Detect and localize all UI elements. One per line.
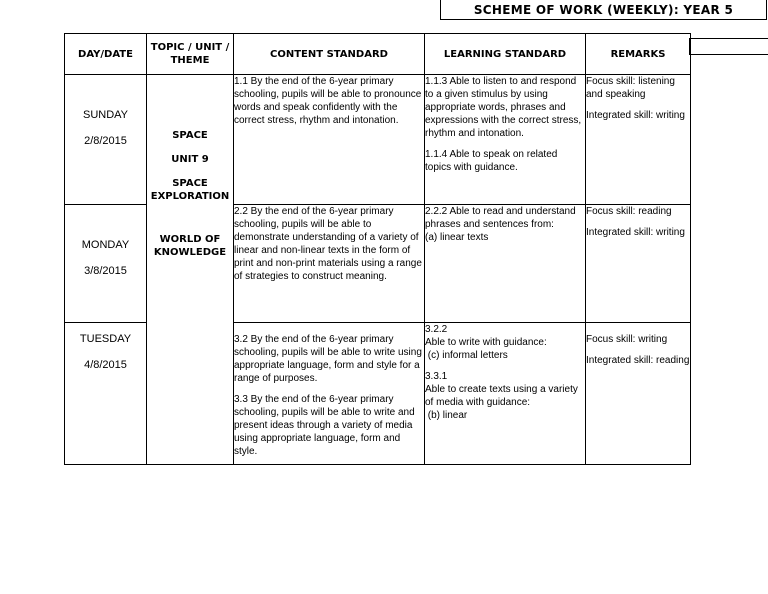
topic-unit: UNIT 9 — [171, 154, 209, 165]
topic-theme-space: SPACE — [172, 130, 208, 141]
day-date-cell — [65, 205, 147, 323]
col-header-topic: TOPIC / UNIT / THEME — [147, 34, 234, 75]
header-side-box — [689, 38, 768, 55]
topic-title: SPACE EXPLORATION — [150, 178, 230, 202]
learning-paragraph: 3.2.2 — [425, 324, 448, 335]
day-name: MONDAY — [81, 239, 130, 251]
content-paragraph: 3.2 By the end of the 6-year primary schooling, pupils will be able to write using appropriate language, form and style for a range of purposes. — [234, 334, 422, 384]
scheme-of-work-table — [64, 33, 691, 465]
col-header-learning-standard: LEARNING STANDARD — [425, 34, 586, 75]
content-standard-cell — [234, 323, 425, 465]
table-header-row — [65, 34, 691, 75]
col-header-remarks: REMARKS — [586, 34, 691, 75]
remarks-integrated-skill: Integrated skill: reading — [586, 355, 690, 366]
remarks-integrated-skill: Integrated skill: writing — [586, 227, 685, 238]
document-title: SCHEME OF WORK (WEEKLY): YEAR 5 — [440, 0, 767, 20]
learning-paragraph: Able to create texts using a variety of media with guidance: — [425, 384, 578, 408]
learning-paragraph: 3.3.1 — [425, 371, 448, 382]
day-date: 4/8/2015 — [84, 359, 127, 371]
day-date-cell — [65, 75, 147, 205]
content-paragraph: 1.1 By the end of the 6-year primary schooling, pupils will be able to pronounce words and speak confidently with the correct stress, rhythm and intonation. — [234, 76, 422, 126]
day-name: TUESDAY — [79, 333, 132, 345]
remarks-cell — [586, 205, 691, 323]
learning-paragraph: 2.2.2 Able to read and understand phrases and sentences from: — [425, 206, 576, 230]
learning-paragraph: Able to write with guidance: — [425, 337, 547, 348]
learning-standard-cell — [425, 205, 586, 323]
remarks-focus-skill: Focus skill: reading — [586, 206, 672, 217]
learning-paragraph: 1.1.4 Able to speak on related topics with guidance. — [425, 149, 558, 173]
content-paragraph: 3.3 By the end of the 6-year primary schooling, pupils will be able to write and present ideas through a variety of media using appropriate language, form and style. — [234, 394, 415, 457]
day-date-cell — [65, 323, 147, 465]
day-date: 3/8/2015 — [84, 265, 127, 277]
remarks-cell — [586, 75, 691, 205]
topic-cell — [147, 75, 234, 465]
learning-paragraph: (b) linear — [425, 410, 468, 421]
learning-paragraph: (c) informal letters — [425, 350, 508, 361]
remarks-integrated-skill: Integrated skill: writing — [586, 110, 685, 121]
learning-standard-cell — [425, 75, 586, 205]
remarks-cell — [586, 323, 691, 465]
day-date: 2/8/2015 — [84, 135, 127, 147]
remarks-focus-skill: Focus skill: listening and speaking — [586, 76, 675, 100]
table-row — [65, 75, 691, 205]
learning-standard-cell — [425, 323, 586, 465]
col-header-content-standard: CONTENT STANDARD — [234, 34, 425, 75]
learning-paragraph: 1.1.3 Able to listen to and respond to a given stimulus by using appropriate words, phrases and expressions with the correct stress, rhythm and intonation. — [425, 76, 582, 139]
content-standard-cell — [234, 205, 425, 323]
day-name: SUNDAY — [82, 109, 129, 121]
learning-paragraph: (a) linear texts — [425, 232, 489, 243]
content-paragraph: 2.2 By the end of the 6-year primary schooling, pupils will be able to demonstrate understanding of a variety of linear and non-linear texts in the form of print and non-print materials using a range of strategies to construct meaning. — [234, 206, 422, 282]
col-header-day-date: DAY/DATE — [65, 34, 147, 75]
remarks-focus-skill: Focus skill: writing — [586, 334, 668, 345]
topic-theme-world: WORLD OF KNOWLEDGE — [153, 234, 227, 258]
content-standard-cell — [234, 75, 425, 205]
